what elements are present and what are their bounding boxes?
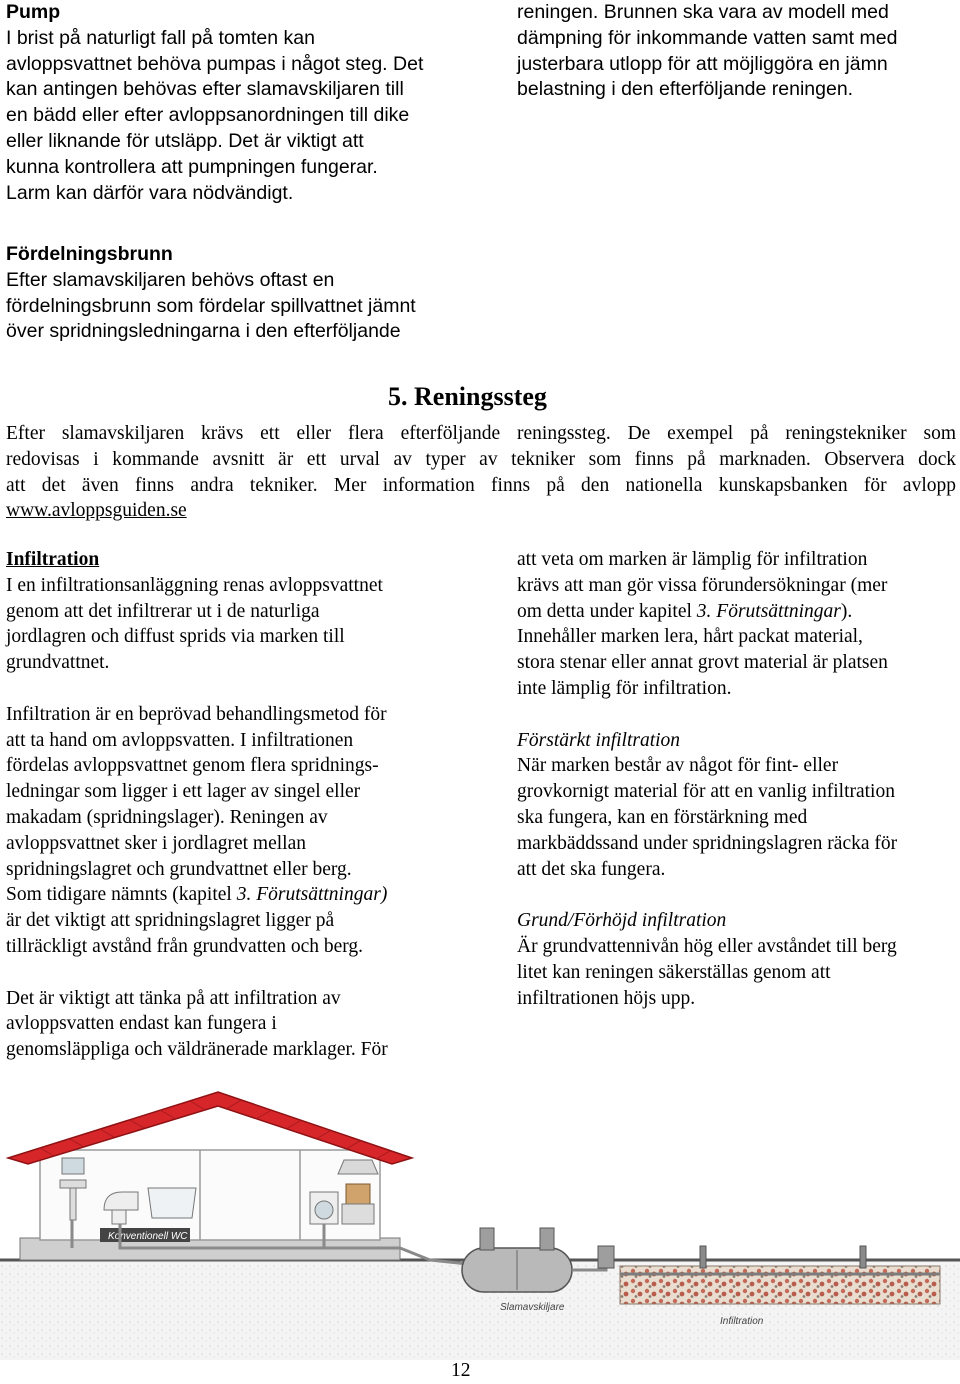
grund-line: Är grundvattennivån hög eller avståndet till berg — [517, 935, 897, 957]
chapter-reference: 3. Förutsättningar — [696, 600, 841, 622]
forstarkt-line: När marken består av något för fint- eller — [517, 755, 839, 777]
infiltration-line: ledningar som ligger i ett lager av singel eller — [6, 781, 361, 803]
distribution-well — [598, 1246, 614, 1268]
grund-heading: Grund/Förhöjd infiltration — [517, 910, 727, 932]
kitchen-hood-icon — [338, 1160, 378, 1174]
fordelning-cont-line: dämpning för inkommande vatten samt med — [517, 26, 898, 49]
infiltration-line: avloppsvatten endast kan fungera i — [6, 1013, 277, 1035]
fordelning-continued — [517, 0, 957, 103]
tank-label: Slamavskiljare — [500, 1302, 565, 1313]
right-col-line: krävs att man gör vissa förundersökningar (mer — [517, 574, 888, 596]
spacer — [6, 676, 451, 702]
pot-icon — [342, 1184, 374, 1224]
section-5-heading: 5. Reningssteg — [388, 382, 547, 411]
infiltration-right-column — [517, 547, 957, 1011]
infiltration-line: Det är viktigt att tänka på att infiltration av — [6, 987, 341, 1009]
spacer — [517, 702, 957, 728]
forstarkt-line: ska fungera, kan en förstärkning med — [517, 806, 808, 828]
infiltration-line: genom att det infiltrerar ut i de naturliga — [6, 600, 320, 622]
fordelning-cont-line: belastning i den efterföljande reningen. — [517, 78, 854, 101]
infiltration-line: Infiltration är en beprövad behandlingsmetod för — [6, 703, 387, 725]
fordelning-cont-line: justerbara utlopp för att möjliggöra en jämn — [517, 52, 888, 75]
infiltration-line: genomsläppliga och väldränerade marklager. För — [6, 1039, 388, 1061]
forstarkt-line: markbäddssand under spridningslagren räcka för — [517, 832, 898, 854]
grund-line: litet kan reningen säkerställas genom att — [517, 961, 831, 983]
forstarkt-heading: Förstärkt infiltration — [517, 729, 681, 751]
wastewater-system-illustration — [0, 1088, 960, 1360]
right-col-line: inte lämplig för infiltration. — [517, 677, 732, 699]
chapter-reference: 3. Förutsättningar) — [236, 884, 388, 906]
avloppsguiden-link[interactable]: www.avloppsguiden.se — [6, 500, 187, 522]
pump-line: avloppsvattnet behöva pumpas i något steg. Det — [6, 52, 424, 75]
infiltration-line: spridningslagret och grundvattnet eller berg. — [6, 858, 352, 880]
pump-section — [6, 0, 446, 206]
right-col-line — [517, 599, 957, 625]
bathtub-icon — [148, 1188, 196, 1218]
infiltration-line: är det viktigt att spridningslagret ligger på — [6, 910, 335, 932]
infiltration-bed — [620, 1266, 940, 1304]
fordelning-section — [6, 242, 456, 345]
fordelning-cont-line: reningen. Brunnen ska vara av modell med — [517, 1, 889, 23]
infiltration-section — [6, 547, 451, 1063]
infiltration-text: Som tidigare nämnts (kapitel — [6, 884, 237, 906]
pump-heading: Pump — [6, 1, 61, 23]
pump-line: I brist på naturligt fall på tomten kan — [6, 26, 315, 49]
section-5-line: att det även finns andra tekniker. Mer information finns på den nationella kunskapsbanken för avlopp — [6, 474, 956, 496]
section-5-intro — [6, 421, 956, 524]
washing-machine-icon — [310, 1192, 338, 1224]
spacer — [6, 960, 451, 986]
fordelning-heading: Fördelningsbrunn — [6, 243, 173, 265]
infiltration-line: avloppsvattnet sker i jordlagret mellan — [6, 832, 306, 854]
right-col-text: ). — [840, 600, 853, 622]
page-number: 12 — [451, 1360, 471, 1381]
infiltration-line: tillräckligt avstånd från grundvatten och berg. — [6, 935, 364, 957]
infiltration-line: fördelas avloppsvattnet genom flera spridnings- — [6, 755, 379, 777]
pump-line: kunna kontrollera att pumpningen fungerar. — [6, 155, 378, 178]
infiltration-label: Infiltration — [720, 1316, 764, 1327]
fordelning-line: över spridningsledningarna i den efterföljande — [6, 320, 401, 343]
infiltration-line: I en infiltrationsanläggning renas avloppsvattnet — [6, 574, 383, 596]
septic-tank — [462, 1228, 572, 1292]
pump-line: eller liknande för utsläpp. Det är viktigt att — [6, 129, 364, 152]
infiltration-line: grundvattnet. — [6, 652, 110, 674]
infiltration-line: att ta hand om avloppsvatten. I infiltrationen — [6, 729, 354, 751]
grund-line: infiltrationen höjs upp. — [517, 987, 696, 1009]
forstarkt-line: grovkornigt material för att en vanlig infiltration — [517, 781, 895, 803]
spacer — [517, 882, 957, 908]
right-col-text: om detta under kapitel — [517, 600, 697, 622]
section-5-line: Efter slamavskiljaren krävs ett eller flera efterföljande reningssteg. De exempel på reningstekniker som — [6, 423, 956, 444]
forstarkt-line: att det ska fungera. — [517, 858, 666, 880]
right-col-line: Innehåller marken lera, hårt packat material, — [517, 626, 863, 648]
right-col-line: att veta om marken är lämplig för infiltration — [517, 549, 868, 570]
pump-line: kan antingen behövas efter slamavskiljaren till — [6, 78, 404, 101]
pump-line: en bädd eller efter avloppsanordningen till dike — [6, 104, 410, 127]
wc-label: Konventionell WC — [108, 1231, 188, 1242]
pump-line: Larm kan därför vara nödvändigt. — [6, 181, 294, 204]
infiltration-line: makadam (spridningslager). Reningen av — [6, 806, 328, 828]
infiltration-line — [6, 882, 451, 908]
fordelning-line: Efter slamavskiljaren behövs oftast en — [6, 268, 335, 291]
right-col-line: stora stenar eller annat grovt material är platsen — [517, 652, 888, 674]
infiltration-heading: Infiltration — [6, 549, 100, 570]
fordelning-line: fördelningsbrunn som fördelar spillvattnet jämnt — [6, 294, 416, 317]
section-5-line: redovisas i kommande avsnitt är ett urval av typer av tekniker som finns på marknaden. Observera dock — [6, 448, 956, 470]
infiltration-line: jordlagren och diffust sprids via marken till — [6, 626, 345, 648]
